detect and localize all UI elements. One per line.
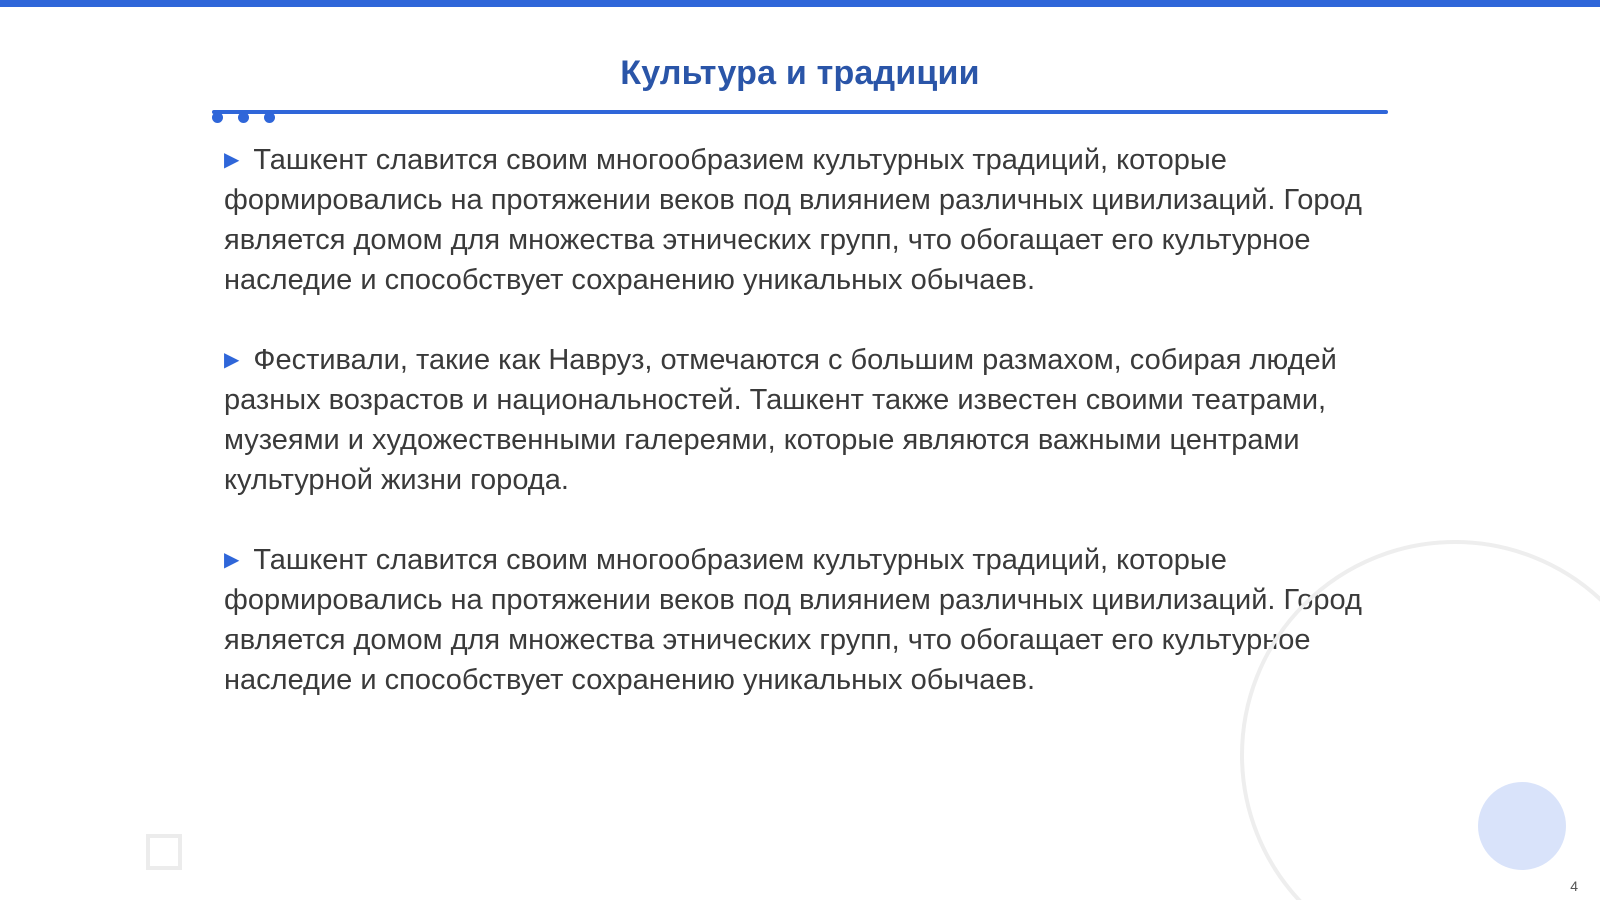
paragraph-text: Ташкент славится своим многообразием культурных традиций, которые формировались на протяжении веков под влиянием различных цивилизаций. Город является домом для множества этнических групп, что обогащает его культурное наследие и способствует сохранению уникальных обычаев. [224, 544, 1362, 696]
bullet-paragraph [224, 340, 1374, 500]
bullet-arrow-icon: ▶ [224, 149, 240, 171]
bullet-arrow-icon: ▶ [224, 549, 240, 571]
decor-dot [264, 112, 275, 123]
decor-circle [1478, 782, 1566, 870]
top-accent-bar [0, 0, 1600, 7]
decor-dot [212, 112, 223, 123]
decor-dot [238, 112, 249, 123]
paragraph-text: Ташкент славится своим многообразием культурных традиций, которые формировались на протяжении веков под влиянием различных цивилизаций. Город является домом для множества этнических групп, что обогащает его культурное наследие и способствует сохранению уникальных обычаев. [224, 144, 1362, 296]
bullet-paragraph [224, 140, 1374, 300]
bullet-paragraph [224, 540, 1374, 700]
bullet-arrow-icon: ▶ [224, 349, 240, 371]
slide-title: Культура и традиции [620, 54, 980, 92]
decor-square [146, 834, 182, 870]
paragraph-text: Фестивали, такие как Навруз, отмечаются с большим размахом, собирая людей разных возрастов и национальностей. Ташкент также известен своими театрами, музеями и художественными галереями, которые являются важными центрами культурной жизни города. [224, 344, 1337, 496]
bullet-list [224, 140, 1374, 740]
page-number: 4 [1570, 878, 1578, 894]
title-underline [212, 110, 1388, 114]
